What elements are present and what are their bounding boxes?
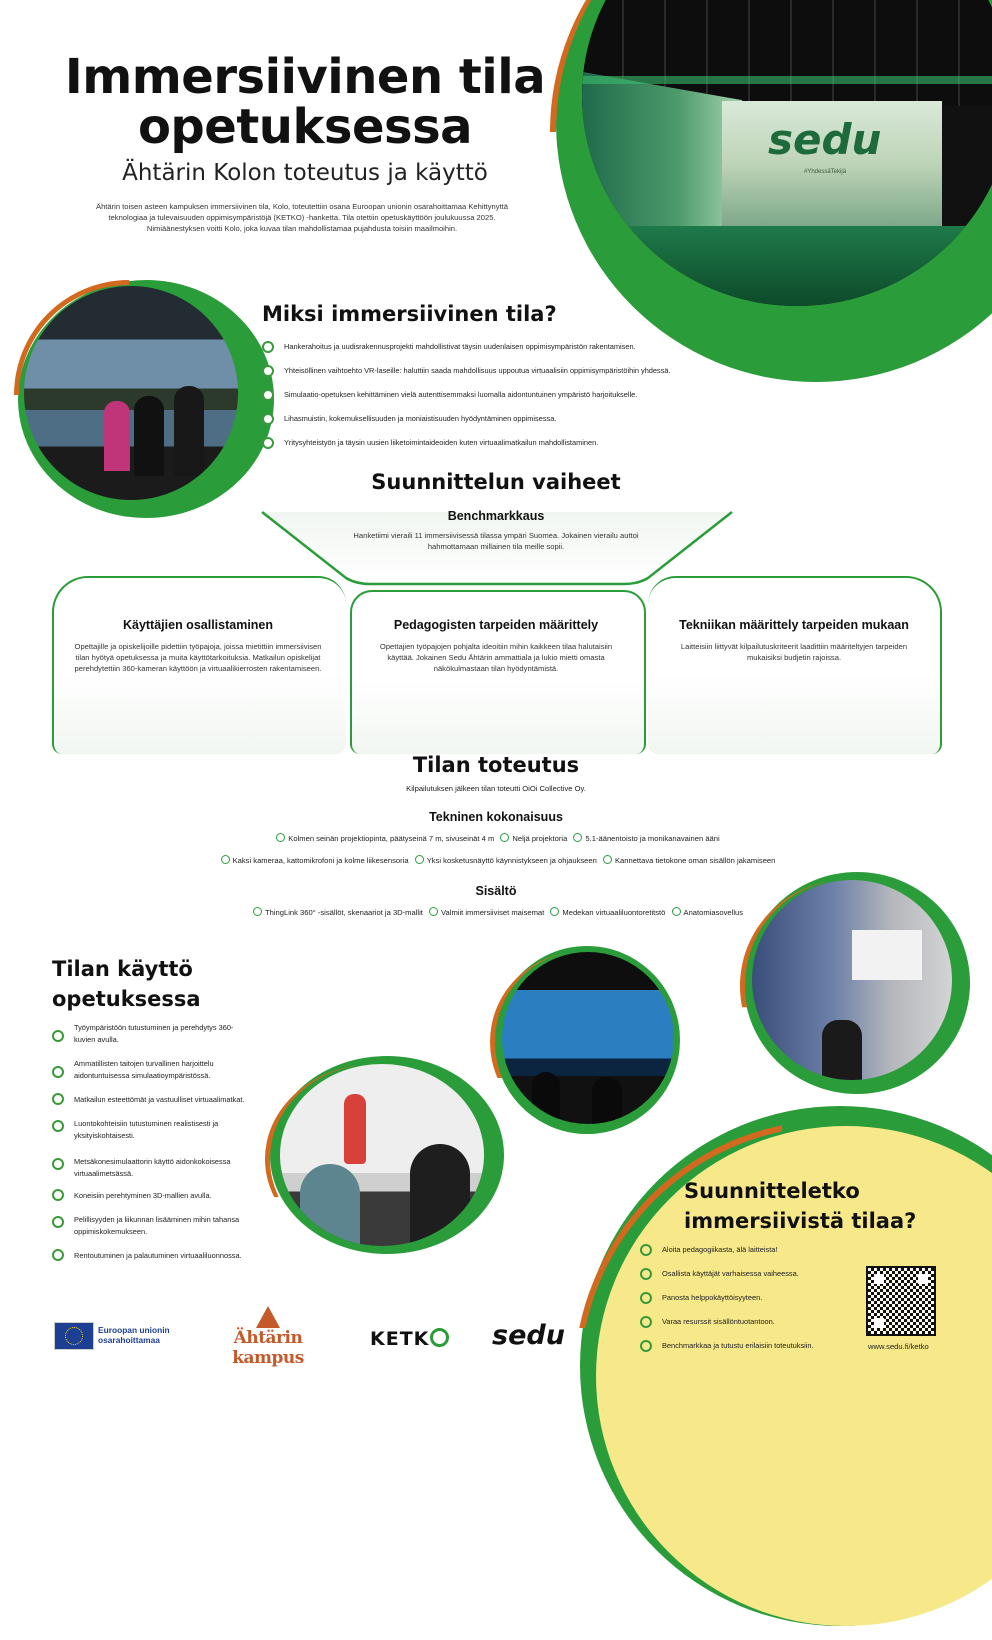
list-item: Matkailun esteettömät ja vastuulliset virtuaalimatkat. — [52, 1094, 252, 1118]
tech-row-2: Kaksi kameraa, kattomikrofoni ja kolme liikesensoria Yksi kosketusnäyttö käynnistykseen ja ohjaukseen Kannettava tietokone oman sisällön jakamiseen — [0, 855, 992, 865]
content-row: ThingLink 360° -sisällöt, skenaariot ja 3D-mallit Valmiit immersiiviset maisemat Medekan virtuaaliluontoretitstö Anatomiasovellus — [0, 907, 992, 917]
sedu-logo: sedu — [492, 1320, 565, 1351]
bullet-icon — [500, 833, 509, 842]
bullet-icon — [603, 855, 612, 864]
list-item: Koneisiin perehtyminen 3D-mallien avulla. — [52, 1190, 252, 1214]
ketko-logo: KETK — [370, 1328, 449, 1350]
implementation-sub: Kilpailutuksen jälkeen tilan toteutti OiOi Collective Oy. — [406, 784, 586, 793]
implementation-heading: Tilan toteutus — [412, 753, 580, 777]
tech-row-1: Kolmen seinän projektiopinta, päätyseinä 7 m, sivuseinät 4 m Neljä projektoria 5.1-äänentoisto ja monikanavainen ääni — [0, 833, 992, 843]
content-heading: Sisältö — [475, 884, 517, 898]
planning-card-tech — [648, 576, 942, 754]
ahtari-kampus-text: Ähtärin kampus — [232, 1328, 304, 1368]
bullet-icon — [253, 907, 262, 916]
bullet-icon — [262, 413, 274, 425]
presentation-photo — [752, 880, 952, 1080]
bullet-icon — [52, 1120, 64, 1132]
anatomy-photo-frame — [270, 1056, 504, 1254]
card-title: Tekniikan määrittely tarpeiden mukaan — [679, 618, 909, 632]
benchmark-title: Benchmarkkaus — [447, 509, 545, 523]
tips-url[interactable]: www.sedu.fi/ketko — [868, 1342, 929, 1351]
bullet-icon — [640, 1316, 652, 1328]
list-item: Hankerahoitus ja uudisrakennusprojekti mahdollistivat täysin uudenlaisen oppimisympäristön rakentamisen. — [262, 342, 782, 366]
card-text: Opettajille ja opiskelijoille pidettiin työpajoja, joissa mietittiin immersiivisen tilan hyötyä opetuksessa ja muita käyttötarkoituksia. Matkailun opiskelijat perehdytettiin 360-kameran käyttöön ja virtuaalikierrosten rakentamiseen. — [74, 642, 322, 674]
list-item: Luontokohteisiin tutustuminen realistisesti ja yksityiskohtaisesti. — [52, 1118, 252, 1156]
bullet-icon — [640, 1244, 652, 1256]
bullet-icon — [640, 1292, 652, 1304]
eu-text: Euroopan unionin osarahoittamaa — [98, 1325, 170, 1345]
page-subtitle: Ähtärin Kolon toteutus ja käyttö — [122, 160, 488, 186]
why-list — [262, 342, 782, 462]
ahtari-kampus-logo — [206, 1306, 330, 1368]
anatomy-figure — [344, 1094, 366, 1164]
benchmark-text: Hanketiimi vieraili 11 immersiivisessä tilassa ympäri Suomea. Jokainen vierailu auttoi hahmottamaan millainen tila meille sopii. — [353, 531, 639, 552]
list-item: Varaa resurssit sisällöntuotantoon. — [640, 1317, 860, 1341]
bullet-icon — [52, 1093, 64, 1105]
why-heading: Miksi immersiivinen tila? — [262, 302, 557, 326]
usage-list — [52, 1022, 252, 1274]
list-item: Yritysyhteistyön ja täysin uusien liiketoimintaideoiden kuten virtuaalimatkailun mahdollistaminen. — [262, 438, 782, 462]
list-item: Simulaatio-opetuksen kehittäminen vielä autenttisemmaksi luomalla aidontuntuinen ympäristö harjoitukselle. — [262, 390, 782, 414]
card-text: Laitteisiin liittyvät kilpailutuskriteerit laadittiin määriteltyjen tarpeiden mukaisiksi budjetin rajoissa. — [680, 642, 908, 663]
projection-screen — [722, 101, 942, 226]
bullet-icon — [262, 365, 274, 377]
bullet-icon — [262, 437, 274, 449]
usage-heading — [52, 954, 201, 1014]
auditorium-photo — [502, 952, 674, 1124]
bullet-icon — [52, 1158, 64, 1170]
list-item: Lihasmuistin, kokemuksellisuuden ja moniaistisuuden hyödyntäminen oppimisessa. — [262, 414, 782, 438]
page-title — [20, 49, 590, 155]
why-photo — [24, 286, 238, 500]
list-item: Aloita pedagogiikasta, älä laitteista! — [640, 1245, 860, 1269]
list-item: Rentoutuminen ja palautuminen virtuaaliluonnossa. — [52, 1250, 252, 1274]
list-item: Pelillisyyden ja liikunnan lisääminen mihin tahansa oppimiskokemukseen. — [52, 1214, 252, 1250]
list-item: Ammatillisten taitojen turvallinen harjoittelu aidontuntuisessa simulaatioympäristössä. — [52, 1058, 252, 1094]
bullet-icon — [52, 1216, 64, 1228]
tech-heading: Tekninen kokonaisuus — [429, 810, 563, 824]
hero-photo — [582, 0, 992, 306]
usage-heading-line-1: Tilan käyttö — [52, 957, 193, 981]
bullet-icon — [262, 341, 274, 353]
bullet-icon — [429, 907, 438, 916]
presentation-photo-frame — [744, 872, 970, 1094]
qr-code[interactable] — [868, 1268, 934, 1334]
list-item: Metsäkonesimulaattorin käyttö aidonkokoisessa virtuaalimetsässä. — [52, 1156, 252, 1190]
sedu-screen-logo: sedu — [768, 115, 882, 164]
tips-heading-line-2: immersiivistä tilaa? — [684, 1209, 917, 1233]
intro-text: Ähtärin toisen asteen kampuksen immersiivinen tila, Kolo, toteutettiin osana Euroopan unionin osarahoittamaa Kehittynyttä teknologiaa ja tulevaisuuden oppimisympäristöjä (KETKO) -hanketta. Tila otettiin opetuskäyttöön joulukuussa 2025. Nimiäänestyksen voitti Kolo, joka kuvaa tilan mahdollistamaa pujahdusta toisiin maailmoihin. — [96, 202, 508, 233]
card-text: Opettajien työpajojen pohjalta ideoitiin mihin kaikkeen tilaa halutaisiin käyttää. Jokainen Sedu Ähtärin ammattiala ja lukio mietti omasta näkökulmastaan tilan hyödyntämistä. — [379, 642, 613, 674]
list-item: Yhteisöllinen vaihtoehto VR-laseille: haluttiin saada mahdollisuus uppoutua virtuaalisiin oppimisympäristöihin yhdessä. — [262, 366, 782, 390]
ketko-o-icon — [430, 1328, 449, 1347]
tips-heading — [684, 1176, 916, 1236]
list-item: Benchmarkkaa ja tutustu erilaisiin toteutuksiin. — [640, 1341, 860, 1365]
list-item: Osallista käyttäjät varhaisessa vaiheessa. — [640, 1269, 860, 1293]
title-line-1: Immersiivinen tila — [64, 49, 546, 105]
screen-tagline: #YhdessäTekijä — [804, 169, 847, 175]
bullet-icon — [52, 1249, 64, 1261]
bullet-icon — [640, 1268, 652, 1280]
tips-list — [640, 1245, 860, 1365]
planning-heading: Suunnittelun vaiheet — [371, 470, 621, 494]
bullet-icon — [52, 1030, 64, 1042]
hero-photo-frame — [556, 0, 992, 382]
bullet-icon — [640, 1340, 652, 1352]
tree-icon — [256, 1306, 280, 1328]
auditorium-photo-frame — [494, 946, 680, 1134]
bullet-icon — [415, 855, 424, 864]
anatomy-photo — [280, 1064, 484, 1246]
list-item: Työympäristöön tutustuminen ja perehdytys 360-kuvien avulla. — [52, 1022, 252, 1058]
card-title: Pedagogisten tarpeiden määrittely — [393, 618, 599, 632]
title-line-2: opetuksessa — [137, 99, 473, 155]
usage-heading-line-2: opetuksessa — [52, 987, 201, 1011]
bullet-icon — [276, 833, 285, 842]
card-title: Käyttäjien osallistaminen — [122, 618, 274, 632]
eu-flag-icon — [54, 1322, 94, 1350]
bullet-icon — [573, 833, 582, 842]
bullet-icon — [672, 907, 681, 916]
bullet-icon — [52, 1066, 64, 1078]
bullet-icon — [52, 1189, 64, 1201]
list-item: Panosta helppokäyttöisyyteen. — [640, 1293, 860, 1317]
bullet-icon — [221, 855, 230, 864]
bullet-icon — [262, 389, 274, 401]
bullet-icon — [550, 907, 559, 916]
tips-heading-line-1: Suunnitteletko — [684, 1179, 860, 1203]
